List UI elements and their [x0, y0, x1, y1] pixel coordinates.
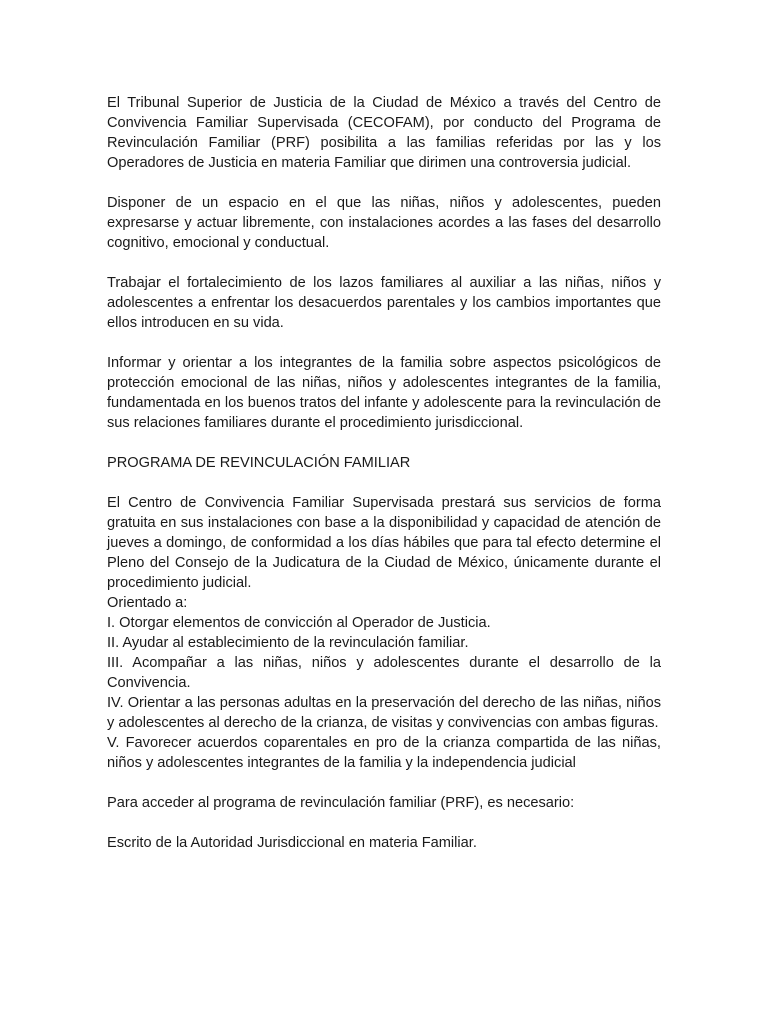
objective-item-5: V. Favorecer acuerdos coparentales en pro de la crianza compartida de las niñas, niños y adolescentes integrantes de la familia y la independencia judicial — [107, 735, 661, 771]
intro-paragraph-2: Disponer de un espacio en el que las niñas, niños y adolescentes, pueden expresarse y actuar libremente, con instalaciones acordes a las fases del desarrollo cognitivo, emocional y conductual. — [107, 195, 661, 251]
objective-item-4: IV. Orientar a las personas adultas en la preservación del derecho de las niñas, niños y adolescentes al derecho de la crianza, de visitas y convivencias con ambas figuras. — [107, 695, 661, 731]
program-paragraph: El Centro de Convivencia Familiar Supervisada prestará sus servicios de forma gratuita en sus instalaciones con base a la disponibilidad y capacidad de atención de jueves a domingo, de conformidad a los días hábiles que para tal efecto determine el Pleno del Consejo de la Judicatura de la Ciudad de México, únicamente durante el procedimiento judicial. — [107, 495, 661, 591]
objective-item-3: III. Acompañar a las niñas, niños y adolescentes durante el desarrollo de la Convivencia. — [107, 655, 661, 691]
access-intro: Para acceder al programa de revinculación familiar (PRF), es necesario: — [107, 795, 575, 811]
program-section — [107, 493, 661, 773]
objective-item-2: II. Ayudar al establecimiento de la revinculación familiar. — [107, 635, 469, 651]
document-body — [107, 93, 661, 873]
oriented-label: Orientado a: — [107, 595, 188, 611]
objective-item-1: I. Otorgar elementos de convicción al Operador de Justicia. — [107, 615, 491, 631]
intro-paragraph-1: El Tribunal Superior de Justicia de la Ciudad de México a través del Centro de Convivencia Familiar Supervisada (CECOFAM), por conducto del Programa de Revinculación Familiar (PRF) posibilita a las familias referidas por las y los Operadores de Justicia en materia Familiar que dirimen una controversia judicial. — [107, 95, 661, 171]
requirement-text: Escrito de la Autoridad Jurisdiccional en materia Familiar. — [107, 835, 477, 851]
intro-paragraph-3: Trabajar el fortalecimiento de los lazos familiares al auxiliar a las niñas, niños y adolescentes a enfrentar los desacuerdos parentales y los cambios importantes que ellos introducen en su vida. — [107, 275, 661, 331]
section-heading: PROGRAMA DE REVINCULACIÓN FAMILIAR — [107, 455, 411, 471]
intro-paragraph-4: Informar y orientar a los integrantes de la familia sobre aspectos psicológicos de protección emocional de las niñas, niños y adolescentes integrantes de la familia, fundamentada en los buenos tratos del infante y adolescente para la revinculación de sus relaciones familiares durante el procedimiento jurisdiccional. — [107, 355, 661, 431]
